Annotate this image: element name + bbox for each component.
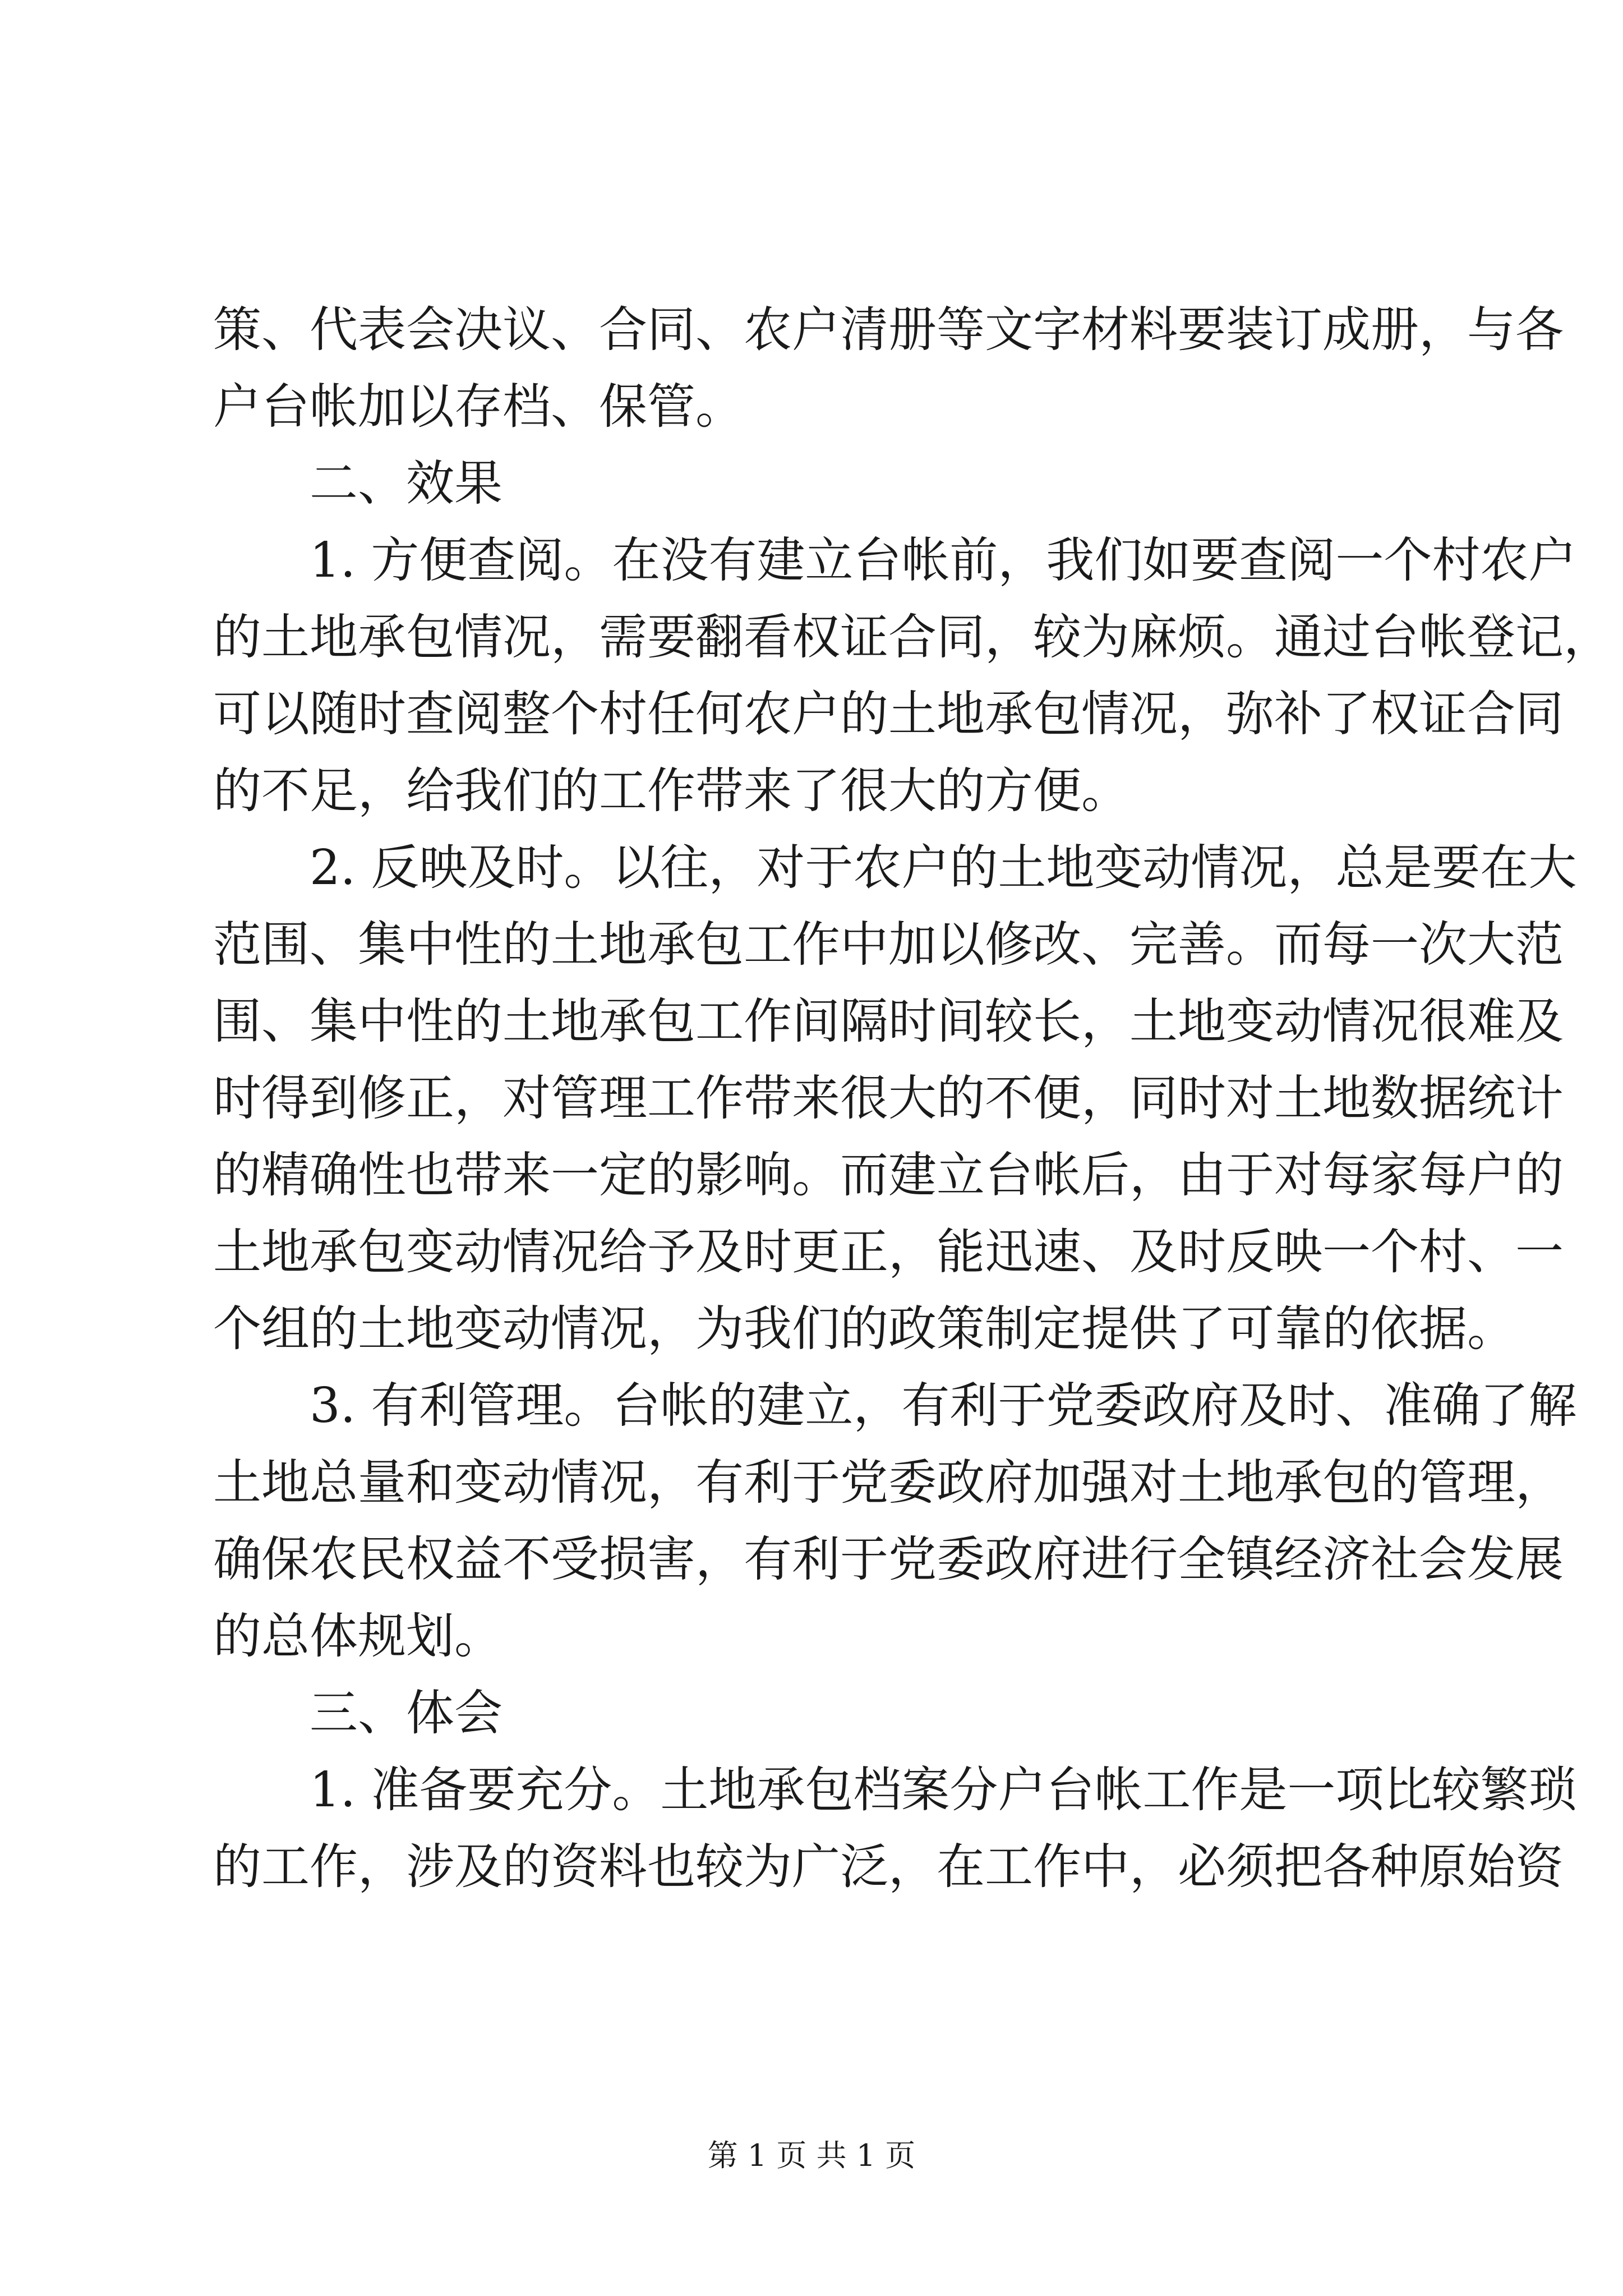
text-line: 2. 反映及时。以往，对于农户的土地变动情况，总是要在大 (310, 840, 1577, 896)
text-line: 的工作，涉及的资料也较为广泛，在工作中，必须把各种原始资 (213, 1839, 1564, 1895)
text-line: 围、集中性的土地承包工作间隔时间较长，土地变动情况很难及 (213, 993, 1564, 1050)
text-line: 范围、集中性的土地承包工作中加以修改、完善。而每一次大范 (213, 917, 1564, 973)
text-line: 时得到修正，对管理工作带来很大的不便，同时对土地数据统计 (213, 1070, 1564, 1126)
section-heading (213, 445, 1419, 522)
text-line: 的精确性也带来一定的影响。而建立台帐后，由于对每家每户的 (213, 1147, 1564, 1203)
paragraph (213, 1368, 1577, 1675)
text-line: 土地承包变动情况给予及时更正，能迅速、及时反映一个村、一 (213, 1224, 1564, 1280)
text-line: 土地总量和变动情况，有利于党委政府加强对土地承包的管理， (213, 1455, 1564, 1511)
section-heading (213, 1675, 1419, 1752)
text-line: 的总体规划。 (213, 1608, 502, 1664)
text-line: 1. 方便查阅。在没有建立台帐前，我们如要查阅一个村农户 (310, 532, 1577, 588)
text-line: 三、体会 (310, 1685, 502, 1741)
paragraph (213, 522, 1612, 830)
paragraph (213, 292, 1564, 445)
text-line: 1. 准备要充分。土地承包档案分户台帐工作是一项比较繁琐 (310, 1762, 1577, 1818)
text-line: 3. 有利管理。台帐的建立，有利于党委政府及时、准确了解 (310, 1378, 1577, 1434)
text-line: 的土地承包情况，需要翻看权证合同，较为麻烦。通过台帐登记， (213, 609, 1612, 665)
text-line: 确保农民权益不受损害，有利于党委政府进行全镇经济社会发展 (213, 1531, 1564, 1588)
paragraph (213, 1752, 1577, 1906)
text-line: 个组的土地变动情况，为我们的政策制定提供了可靠的依据。 (213, 1301, 1515, 1357)
text-line: 的不足，给我们的工作带来了很大的方便。 (213, 763, 1129, 819)
text-line: 策、代表会决议、合同、农户清册等文字材料要装订成册，与各 (213, 302, 1564, 358)
text-line: 可以随时查阅整个村任何农户的土地承包情况，弥补了权证合同 (213, 686, 1564, 742)
text-line: 二、效果 (310, 455, 502, 512)
paragraph (213, 830, 1577, 1368)
page-footer: 第 1 页 共 1 页 (707, 2138, 916, 2173)
text-line: 户台帐加以存档、保管。 (213, 379, 744, 435)
document-body (213, 292, 1612, 1906)
